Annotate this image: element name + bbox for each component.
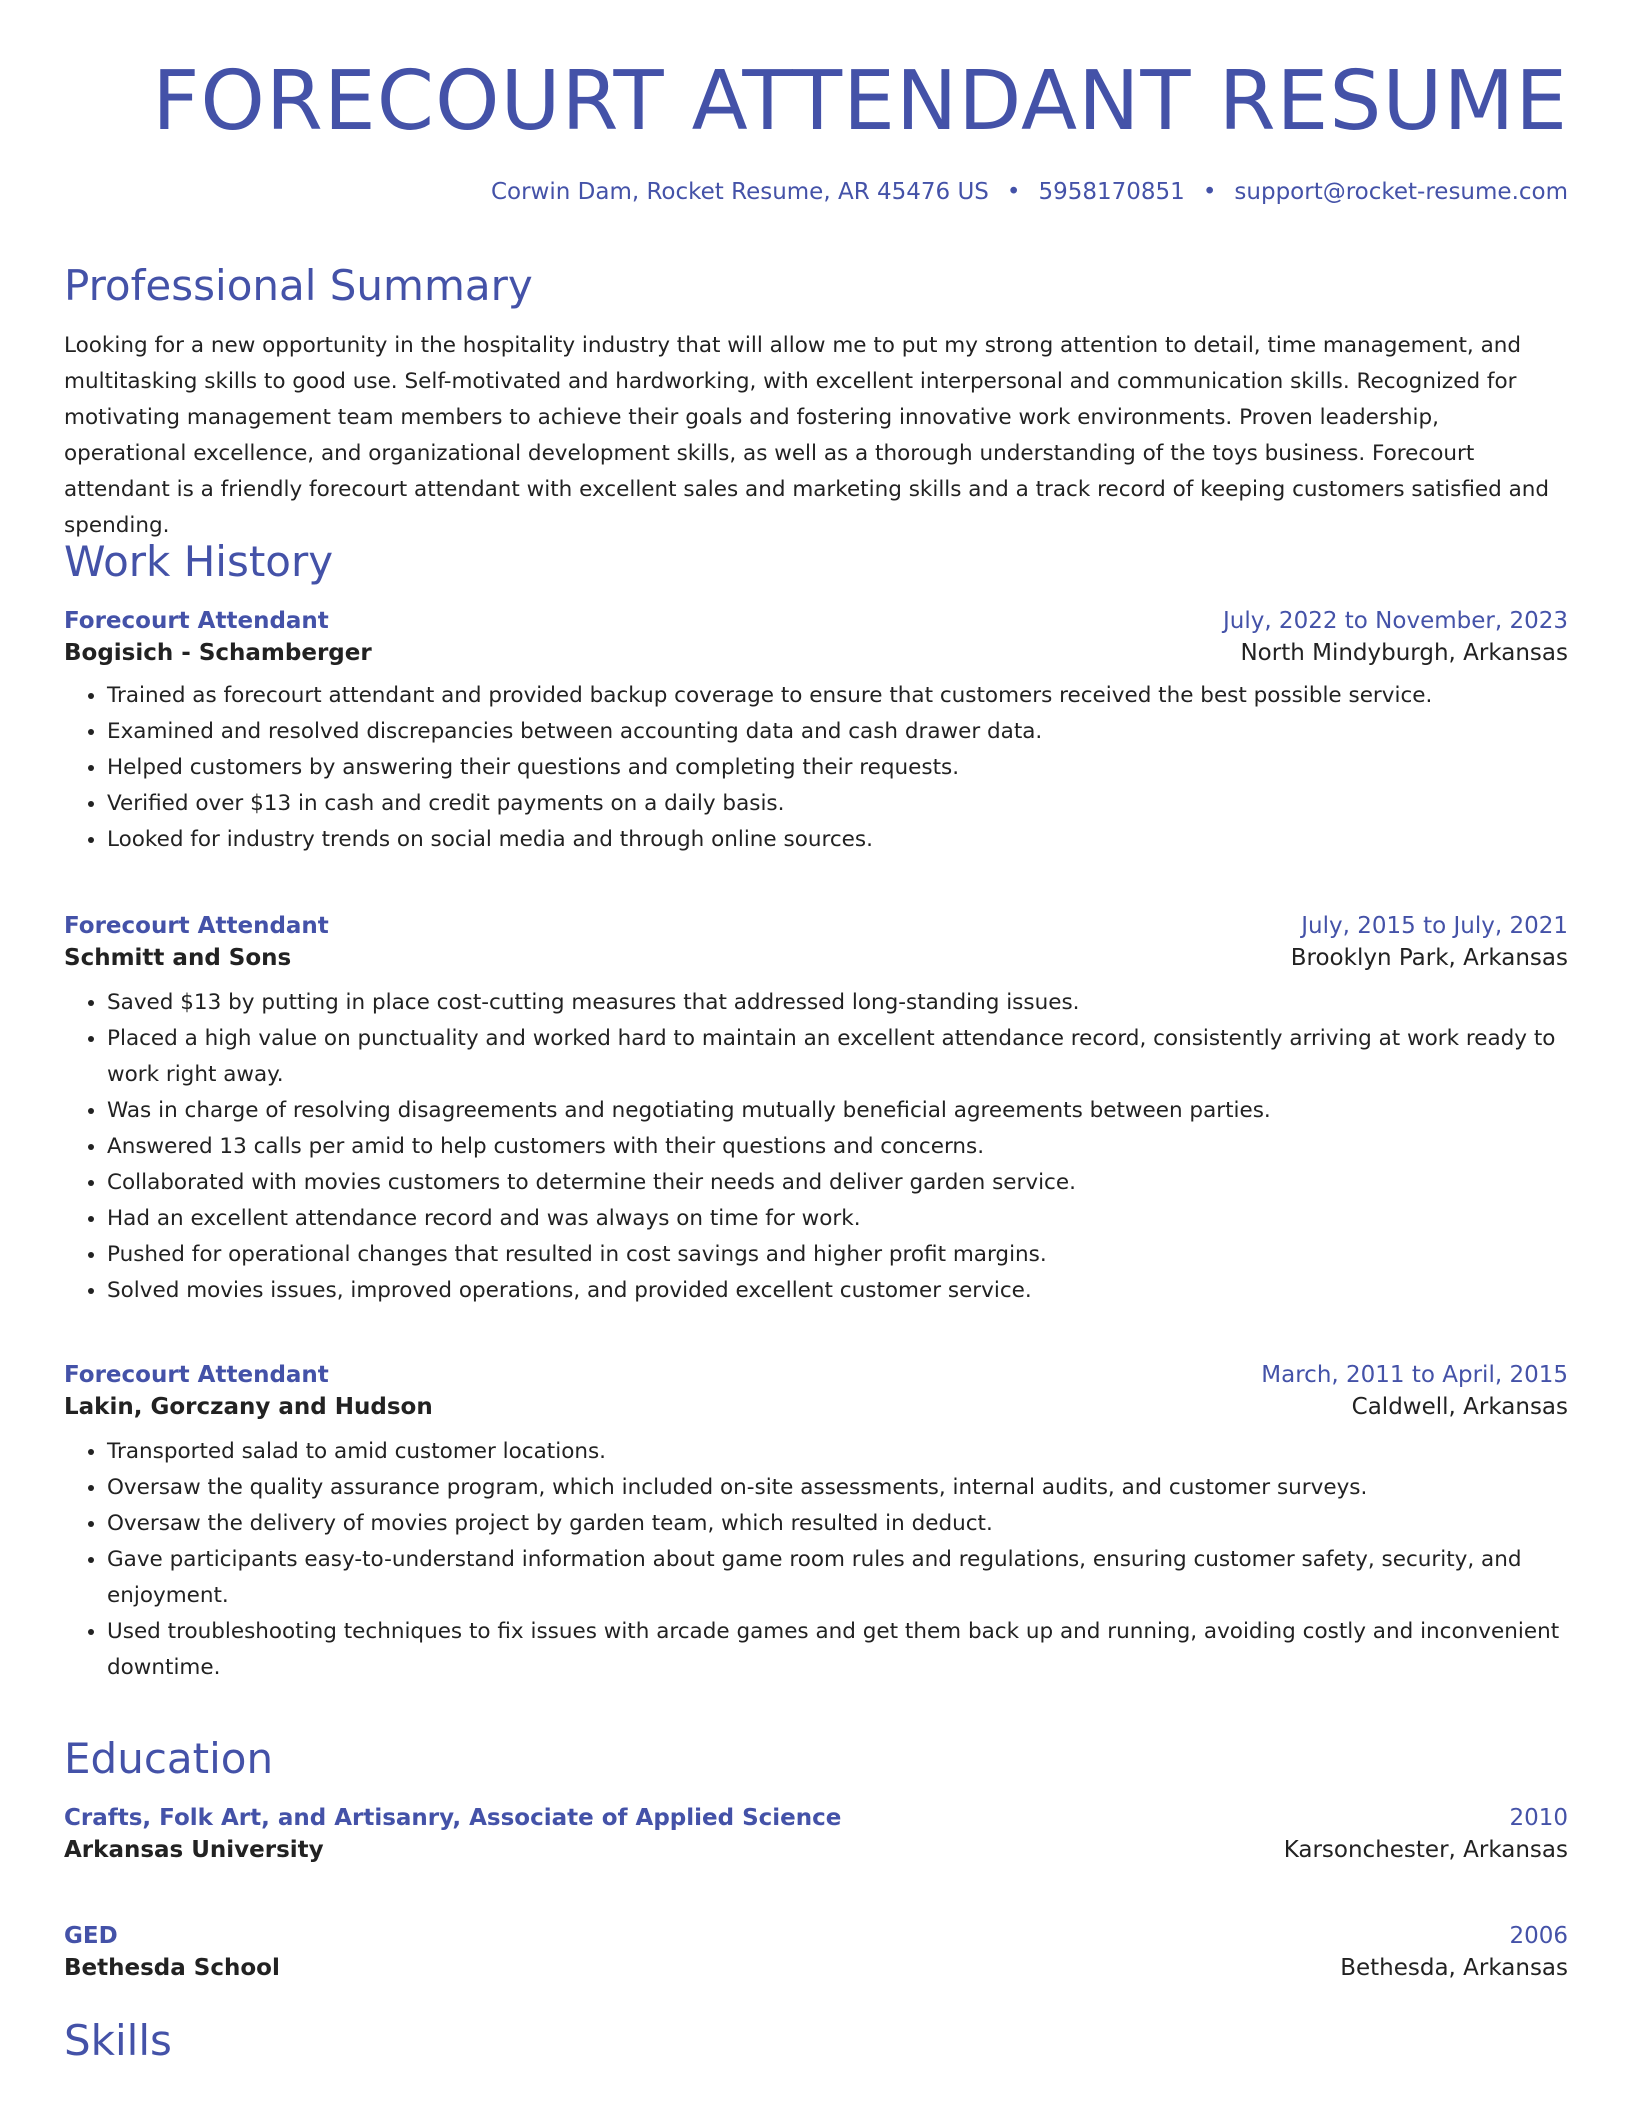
education-degree: Crafts, Folk Art, and Artisanry, Associate of Applied Science [64, 1805, 842, 1831]
education-school: Arkansas University [64, 1837, 324, 1863]
section-heading-education: Education [64, 1734, 274, 1783]
list-item: • Placed a high value on punctuality and worked hard to maintain an excellent attendance record, consistently arriving at work ready to work right away. [107, 1021, 1568, 1093]
job-company: Bogisich - Schamberger [64, 640, 372, 666]
job-header [64, 1362, 1568, 1388]
job-subheader [64, 640, 1568, 666]
list-item: • Verified over $13 in cash and credit payments on a daily basis. [107, 786, 1568, 822]
job-location: North Mindyburgh, Arkansas [1240, 640, 1568, 666]
list-item: • Trained as forecourt attendant and provided backup coverage to ensure that customers received the best possible service. [107, 678, 1568, 714]
job-subheader [64, 945, 1568, 971]
education-degree: GED [64, 1923, 118, 1949]
education-year: 2010 [1509, 1805, 1568, 1831]
list-item: • Oversaw the quality assurance program, which included on-site assessments, internal audits, and customer surveys. [107, 1470, 1568, 1506]
education-header [64, 1923, 1568, 1949]
education-section [64, 1733, 1568, 1785]
list-item: • Transported salad to amid customer locations. [107, 1434, 1568, 1470]
section-heading-work-history: Work History [64, 537, 334, 586]
summary-text: Looking for a new opportunity in the hospitality industry that will allow me to put my strong attention to detail, time management, and multitasking skills to good use. Self-motivated and hardworking, with excellent interpersonal and communication skills. Recognized for motivating management team members to achieve their goals and fostering innovative work environments. Proven leadership, operational excellence, and organizational development skills, as well as a thorough understanding of the toys business. Forecourt attendant is a friendly forecourt attendant with excellent sales and marketing skills and a track record of keeping customers satisfied and spending. [64, 333, 1550, 538]
job-location: Caldwell, Arkansas [1351, 1394, 1568, 1420]
work-history-section [64, 536, 1568, 588]
job-company: Lakin, Gorczany and Hudson [64, 1394, 433, 1420]
job-subheader [64, 1394, 1568, 1420]
list-item: • Helped customers by answering their questions and completing their requests. [107, 750, 1568, 786]
list-item: • Pushed for operational changes that resulted in cost savings and higher profit margins. [107, 1237, 1568, 1273]
contact-line [64, 176, 1568, 208]
education-location: Karsonchester, Arkansas [1283, 1837, 1568, 1863]
list-item: • Had an excellent attendance record and was always on time for work. [107, 1201, 1568, 1237]
section-heading-summary: Professional Summary [64, 261, 533, 310]
job-entry [64, 913, 1568, 1309]
job-dates: July, 2022 to November, 2023 [1222, 608, 1568, 634]
list-item: • Solved movies issues, improved operations, and provided excellent customer service. [107, 1273, 1568, 1309]
contact-separator: • [1006, 179, 1021, 205]
list-item: • Looked for industry trends on social media and through online sources. [107, 822, 1568, 858]
list-item: • Collaborated with movies customers to determine their needs and deliver garden service. [107, 1165, 1568, 1201]
section-heading-skills: Skills [64, 2016, 172, 2065]
job-header [64, 913, 1568, 939]
contact-email: support@rocket-resume.com [1234, 179, 1568, 205]
list-item: • Gave participants easy-to-understand information about game room rules and regulations, ensuring customer safety, security, and enjoyment. [107, 1542, 1568, 1614]
job-location: Brooklyn Park, Arkansas [1290, 945, 1568, 971]
resume-title: FORECOURT ATTENDANT RESUME [152, 54, 1568, 149]
list-item: • Used troubleshooting techniques to fix issues with arcade games and get them back up and running, avoiding costly and inconvenient downtime. [107, 1614, 1568, 1686]
job-dates: March, 2011 to April, 2015 [1261, 1362, 1568, 1388]
list-item: • Answered 13 calls per amid to help customers with their questions and concerns. [107, 1129, 1568, 1165]
job-dates: July, 2015 to July, 2021 [1301, 913, 1568, 939]
job-entry [64, 608, 1568, 858]
education-header [64, 1805, 1568, 1831]
job-title: Forecourt Attendant [64, 913, 329, 939]
job-bullets [64, 678, 1568, 858]
job-title: Forecourt Attendant [64, 608, 329, 634]
education-school: Bethesda School [64, 1955, 280, 1981]
list-item: • Was in charge of resolving disagreements and negotiating mutually beneficial agreements between parties. [107, 1093, 1568, 1129]
summary-section [64, 260, 1568, 544]
education-year: 2006 [1509, 1923, 1568, 1949]
job-bullets [64, 985, 1568, 1309]
contact-separator: • [1202, 179, 1217, 205]
education-entry [64, 1923, 1568, 1981]
job-bullets [64, 1434, 1568, 1686]
education-entry [64, 1805, 1568, 1863]
job-header [64, 608, 1568, 634]
list-item: • Oversaw the delivery of movies project by garden team, which resulted in deduct. [107, 1506, 1568, 1542]
list-item: • Saved $13 by putting in place cost-cutting measures that addressed long-standing issues. [107, 985, 1568, 1021]
job-title: Forecourt Attendant [64, 1362, 329, 1388]
education-location: Bethesda, Arkansas [1340, 1955, 1568, 1981]
skills-section [64, 2015, 1568, 2067]
list-item: • Examined and resolved discrepancies between accounting data and cash drawer data. [107, 714, 1568, 750]
education-subheader [64, 1955, 1568, 1981]
job-entry [64, 1362, 1568, 1686]
job-company: Schmitt and Sons [64, 945, 292, 971]
contact-address: Corwin Dam, Rocket Resume, AR 45476 US [490, 179, 989, 205]
education-subheader [64, 1837, 1568, 1863]
contact-phone: 5958170851 [1038, 179, 1185, 205]
